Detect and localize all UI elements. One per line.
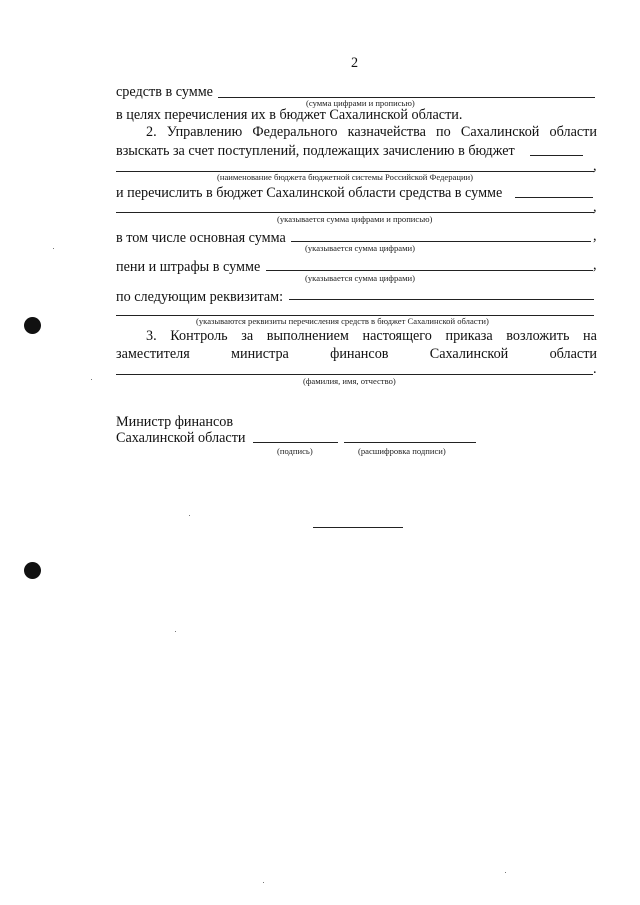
item2-word: по xyxy=(436,124,451,140)
item2-word: области xyxy=(549,124,597,140)
item2-line1 xyxy=(146,124,597,140)
signer-title-line2: Сахалинской области xyxy=(116,430,246,446)
main-sum-label: в том числе основная сумма xyxy=(116,230,286,246)
budget-line-comma: , xyxy=(593,158,597,174)
signature-caption: (подпись) xyxy=(277,446,313,456)
item3-word: заместителя xyxy=(116,346,190,362)
end-separator-line xyxy=(313,527,403,528)
purpose-text: в целях перечисления их в бюджет Сахалинской области. xyxy=(116,107,463,123)
transfer-inline-blank xyxy=(515,197,593,198)
fio-caption: (фамилия, имя, отчество) xyxy=(303,376,396,386)
item3-word: области xyxy=(549,346,597,362)
item2-word: Сахалинской xyxy=(460,124,540,140)
item2-word: казначейства xyxy=(347,124,426,140)
item3-word: выполнением xyxy=(266,328,349,344)
scan-speck xyxy=(91,379,92,380)
scan-speck xyxy=(53,248,54,249)
signature-decode-caption: (расшифровка подписи) xyxy=(358,446,446,456)
details-label: по следующим реквизитам: xyxy=(116,289,284,305)
main-sum-comma: , xyxy=(593,228,597,244)
penalty-comma: , xyxy=(593,257,597,273)
item3-line2 xyxy=(116,346,597,362)
amount-caption: (сумма цифрами и прописью) xyxy=(306,98,415,108)
transfer-caption: (указывается сумма цифрами и прописью) xyxy=(277,214,433,224)
transfer-sum-line xyxy=(116,212,594,213)
item3-word: Контроль xyxy=(170,328,228,344)
details-inline-line xyxy=(289,299,594,300)
item3-line1 xyxy=(146,328,597,344)
punch-hole-top xyxy=(24,317,41,334)
signer-title-line1: Министр финансов xyxy=(116,414,234,430)
penalty-label: пени и штрафы в сумме xyxy=(116,259,261,275)
page-number: 2 xyxy=(351,55,359,71)
transfer-line-comma: , xyxy=(593,199,597,215)
signature-line xyxy=(253,442,338,443)
item2-word: 2. xyxy=(146,124,157,140)
item3-word: за xyxy=(241,328,254,344)
details-caption: (указываются реквизиты перечисления средств в бюджет Сахалинской области) xyxy=(196,316,489,326)
fio-line-period: . xyxy=(593,361,597,377)
scan-speck xyxy=(175,631,176,632)
signature-decode-line xyxy=(344,442,476,443)
penalty-caption: (указывается сумма цифрами) xyxy=(305,273,415,283)
budget-inline-blank xyxy=(530,155,583,156)
penalty-line xyxy=(266,270,593,271)
budget-caption: (наименование бюджета бюджетной системы Российской Федерации) xyxy=(217,172,474,182)
item3-word: Сахалинской xyxy=(429,346,509,362)
amount-label: средств в сумме xyxy=(116,84,213,100)
main-sum-caption: (указывается сумма цифрами) xyxy=(305,243,415,253)
item3-word: 3. xyxy=(146,328,157,344)
item3-word: министра xyxy=(231,346,289,362)
transfer-text: и перечислить в бюджет Сахалинской области средства в сумме xyxy=(116,185,503,201)
item2-word: Федерального xyxy=(252,124,338,140)
item3-word: возложить xyxy=(506,328,570,344)
item3-word: приказа xyxy=(445,328,493,344)
fio-line xyxy=(116,374,593,375)
item3-word: на xyxy=(583,328,597,344)
punch-hole-bottom xyxy=(24,562,41,579)
item3-word: настоящего xyxy=(362,328,432,344)
scan-speck xyxy=(189,515,190,516)
main-sum-line xyxy=(291,241,591,242)
scan-speck xyxy=(263,882,264,883)
scan-speck xyxy=(505,872,506,873)
item2-line2: взыскать за счет поступлений, подлежащих зачислению в бюджет xyxy=(116,143,515,159)
item2-word: Управлению xyxy=(166,124,243,140)
item3-word: финансов xyxy=(330,346,389,362)
